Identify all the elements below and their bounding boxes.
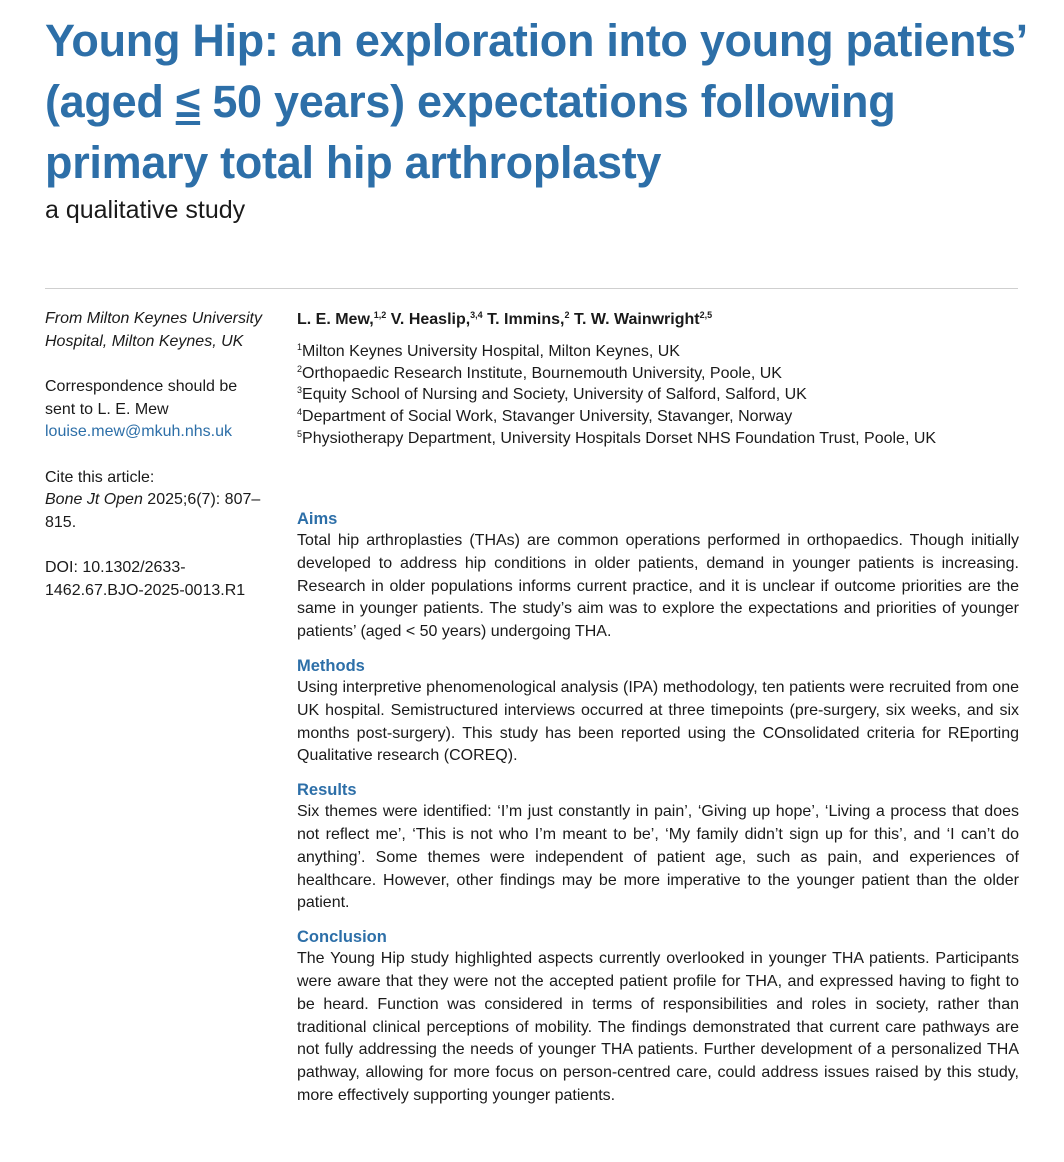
- title-part-2: 50 years) expectations following primary total hip arthroplasty: [45, 76, 896, 188]
- author-name: T. Immins,: [487, 311, 565, 328]
- doi: DOI: 10.1302/2633-1462.67.BJO-2025-0013.R1: [45, 559, 246, 599]
- affiliation-number: 2: [297, 363, 303, 374]
- affiliation-list: [297, 341, 1019, 450]
- methods-text: Using interpretive phenomenological analysis (IPA) methodology, ten patients were recruited from one UK hospital. Semistructured interviews occurred at three timepoints (pre-surgery, six weeks, and six months post-surgery). This study has been reported using the COnsolidated criteria for REporting Qualitative research (COREQ).: [297, 678, 1019, 765]
- title-part-1: Young Hip: an exploration into young patients’ (aged: [45, 15, 1026, 127]
- less-equal-symbol: ≤: [175, 76, 201, 127]
- cite-details: 2025;6(7): 807–815.: [45, 491, 261, 531]
- citation: [45, 467, 270, 535]
- cite-label: Cite this article:: [45, 468, 155, 486]
- affiliation-text: Milton Keynes University Hospital, Milton Keynes, UK: [302, 343, 680, 360]
- methods-heading: Methods: [297, 656, 365, 675]
- results-heading: Results: [297, 781, 357, 800]
- aims-heading: Aims: [297, 510, 338, 528]
- correspondence-text: Correspondence should be sent to L. E. Mew: [45, 378, 238, 418]
- author-name: V. Heaslip,: [390, 311, 471, 328]
- from-institution: From Milton Keynes University Hospital, Milton Keynes, UK: [45, 310, 262, 350]
- affiliation-text: Equity School of Nursing and Society, University of Salford, Salford, UK: [302, 386, 807, 404]
- affiliation-number: 1: [297, 342, 303, 352]
- conclusion-text: The Young Hip study highlighted aspects currently overlooked in younger THA patients. Participants were aware that they were not the accepted patient profile for THA, and expressed having to fight to be heard. Function was considered in terms of responsibilities and roles in society, rather than traditional clinical perceptions of mobility. The findings demonstrated that current care pathways are not fully addressing the needs of younger THA patients. Further development of a personalized THA pathway, allowing for more focus on person-centred care, could address issues raised by this study, more effectively supporting younger patients.: [297, 950, 1019, 1104]
- abstract-aims: [297, 508, 1019, 644]
- affiliation-text: Physiotherapy Department, University Hospitals Dorset NHS Foundation Trust, Poole, UK: [302, 429, 937, 447]
- author-affiliation-marker: 1,2: [373, 310, 387, 320]
- affiliation-item: [297, 363, 1019, 385]
- author-name: T. W. Wainwright: [573, 311, 700, 328]
- author-name: L. E. Mew,: [297, 311, 374, 328]
- article-subtitle: a qualitative study: [45, 196, 246, 224]
- affiliation-item: [297, 428, 1019, 450]
- correspondence-email-link[interactable]: louise.mew@mkuh.nhs.uk: [45, 423, 232, 440]
- affiliation-number: 5: [297, 428, 303, 439]
- article-sidebar: [45, 308, 270, 625]
- correspondence: [45, 376, 270, 444]
- affiliation-item: [297, 341, 1019, 363]
- author-affiliation-marker: 2,5: [699, 310, 713, 320]
- abstract-conclusion: [297, 926, 1019, 1108]
- abstract: [297, 508, 1019, 1119]
- affiliation-number: 3: [297, 385, 303, 396]
- article-title: [45, 10, 1035, 193]
- abstract-methods: [297, 655, 1019, 768]
- affiliation-item: [297, 406, 1019, 428]
- header-divider: [45, 288, 1018, 289]
- aims-text: Total hip arthroplasties (THAs) are common operations performed in orthopaedics. Though initially developed to address hip conditions in older patients, demand in younger patients is increasing. Research in older populations informs current practice, and it is unclear if outcome priorities are the same in younger patients. The study’s aim was to explore the expectations and priorities of younger patients’ (aged < 50 years) undergoing THA.: [297, 532, 1019, 641]
- author-list: [297, 309, 712, 331]
- affiliation-text: Orthopaedic Research Institute, Bournemouth University, Poole, UK: [302, 364, 782, 382]
- author-affiliation-marker: 3,4: [470, 310, 483, 320]
- results-text: Six themes were identified: ‘I’m just constantly in pain’, ‘Giving up hope’, ‘Living a process that does not reflect me’, ‘This is not who I’m meant to be’, ‘My family didn’t sign up for this’, and ‘I can’t do anything’. Some themes were independent of patient age, such as pain, and experiences of healthcare. However, other findings may be more imperative to the younger patient than the older patient.: [297, 803, 1019, 912]
- affiliation-text: Department of Social Work, Stavanger University, Stavanger, Norway: [302, 408, 793, 426]
- affiliation-item: [297, 384, 1019, 406]
- affiliation-number: 4: [297, 407, 303, 418]
- cite-journal: Bone Jt Open: [45, 491, 143, 508]
- abstract-results: [297, 779, 1019, 915]
- conclusion-heading: Conclusion: [297, 928, 387, 947]
- author-affiliation-marker: 2: [564, 310, 570, 320]
